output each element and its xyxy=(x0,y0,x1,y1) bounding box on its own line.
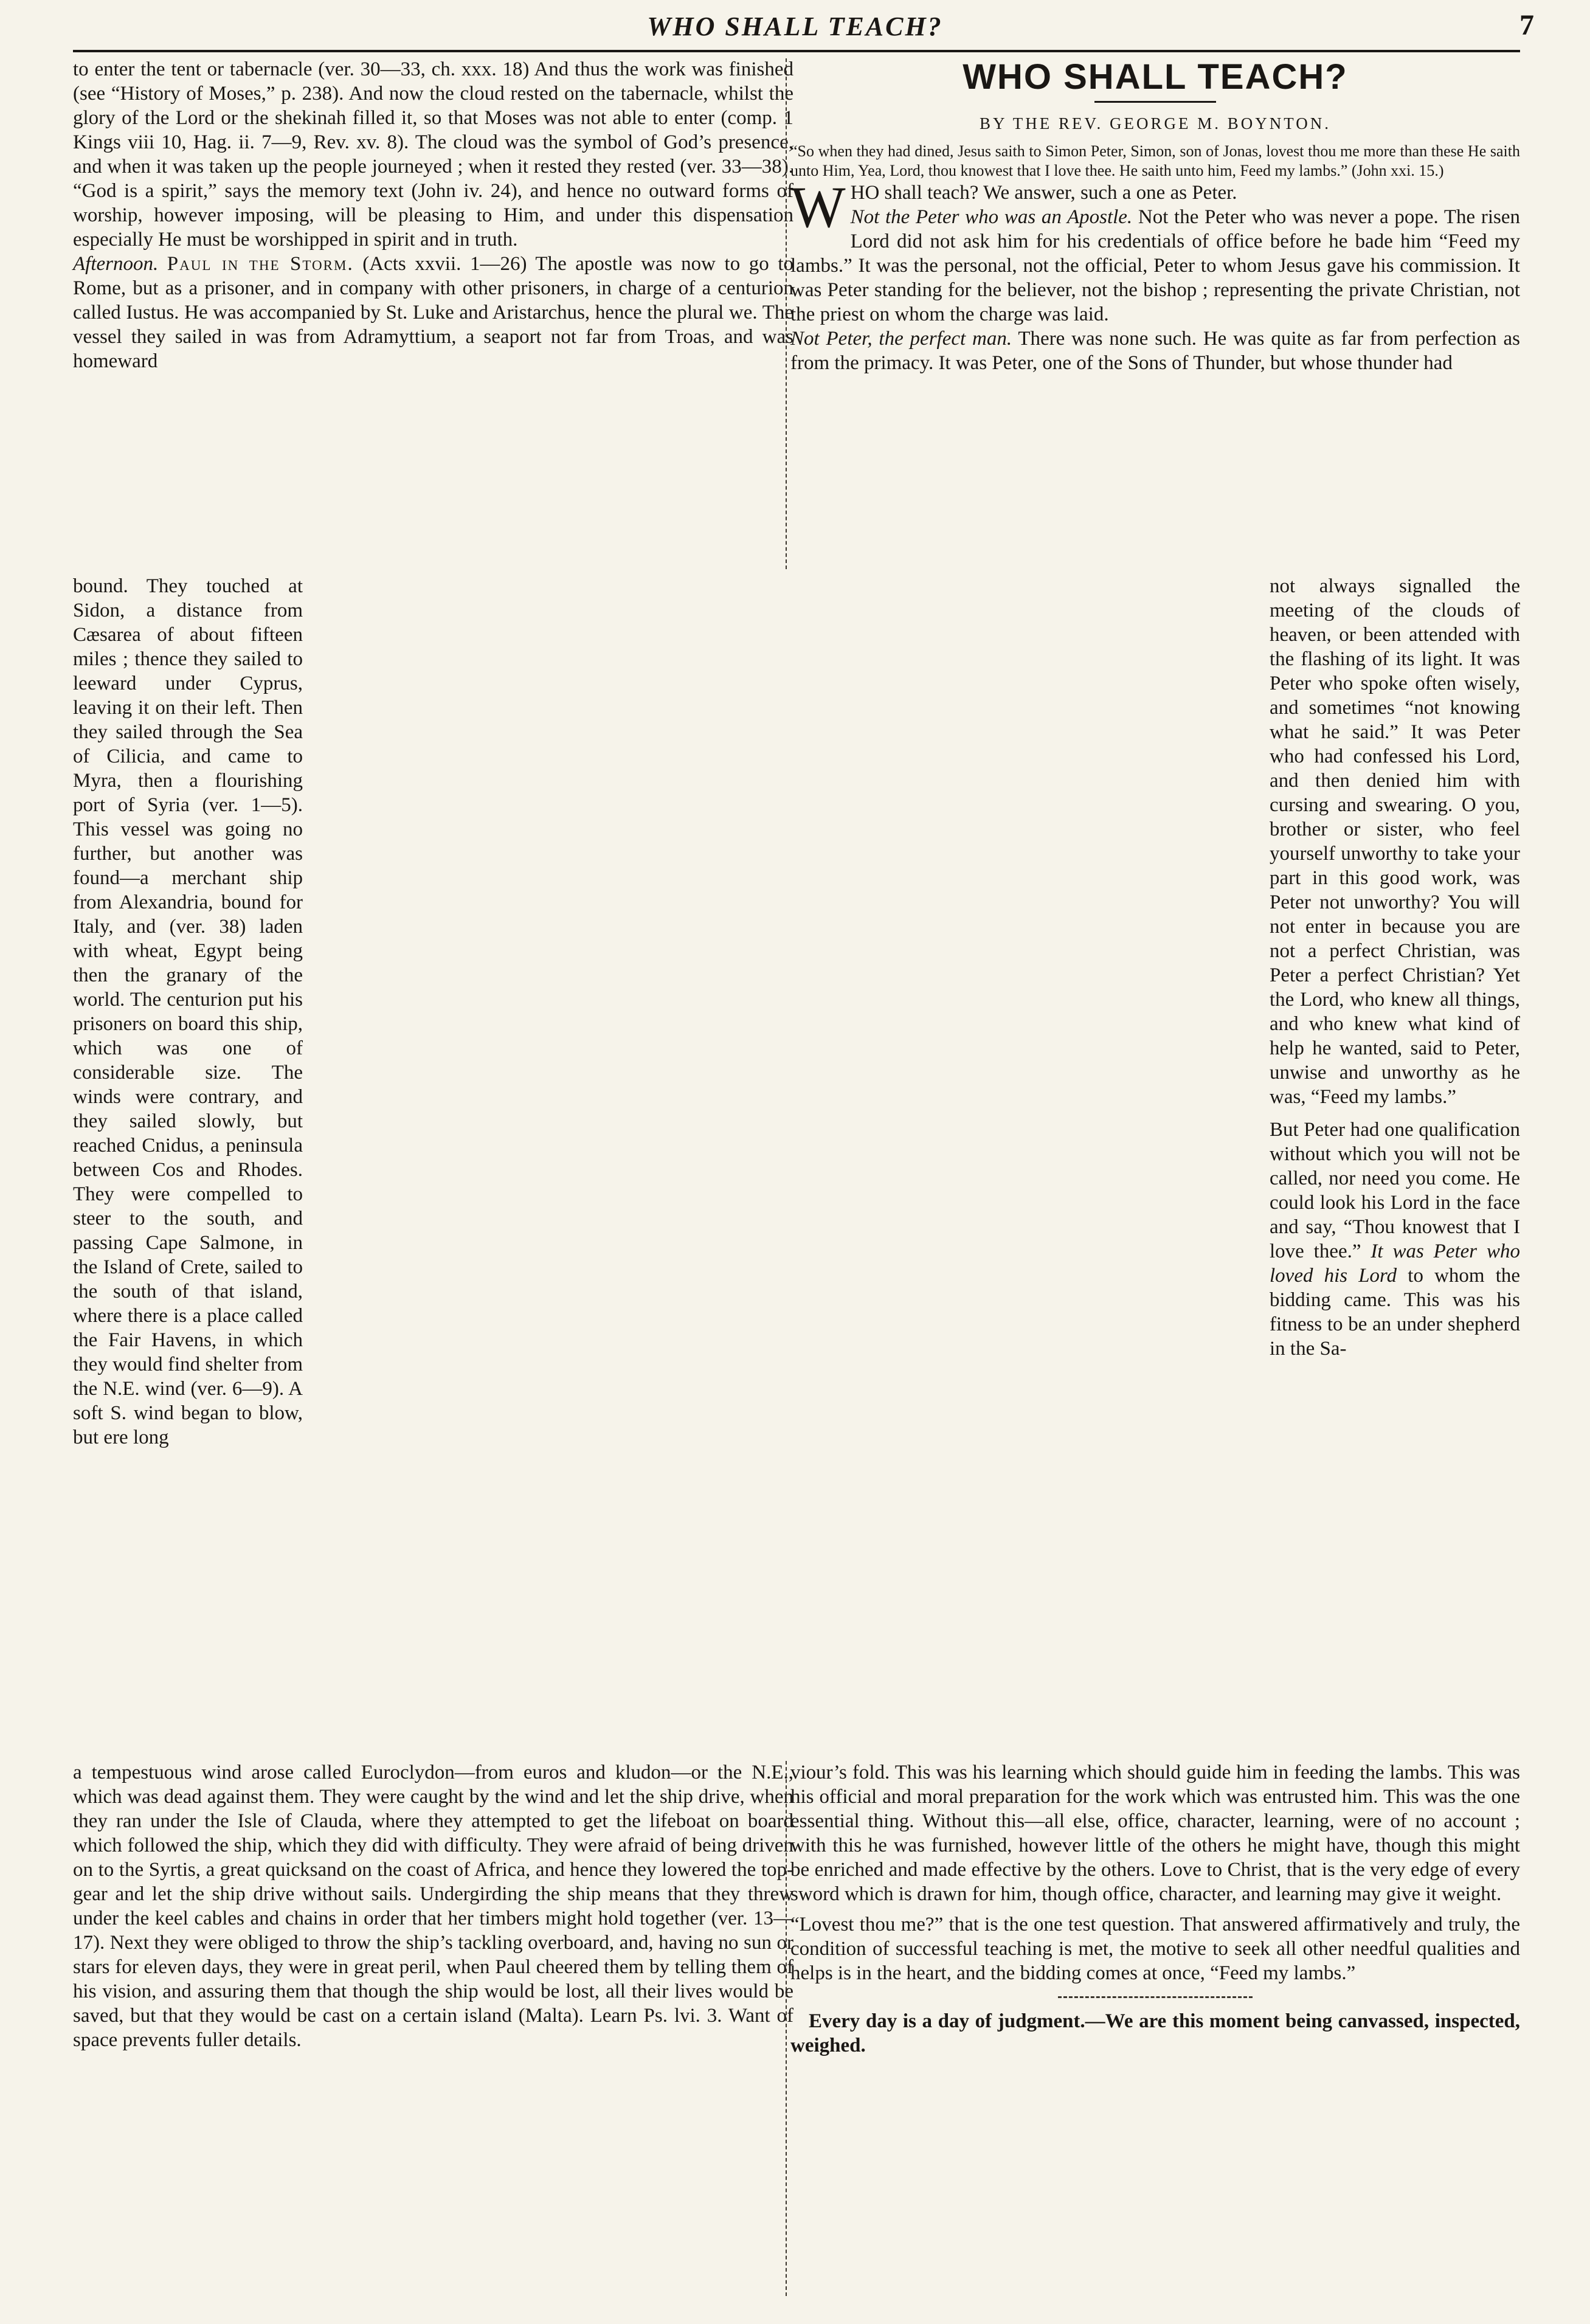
left-column-bottom xyxy=(73,1760,793,2052)
lesson-paragraph: to enter the tent or tabernacle (ver. 30—33, ch. xxx. 18) And thus the work was finished (see “History of Moses,” p. 238). And now the cloud rested on the tabernacle, whilst the glory of the Lord or the shekinah filled it, so that Moses was not able to enter (comp. 1 Kings viii 10, Hag. ii. 7—9, Rev. xv. 8). The cloud was the symbol of God’s presence, and when it was taken up the people journeyed ; when it rested they rested (ver. 33—38). “God is a spirit,” says the memory text (John iv. 24), and hence no outward forms of worship, however imposing, will be pleasing to Him, and under this dispensation especially He must be worshipped in spirit and in truth. xyxy=(73,58,793,251)
top-rule xyxy=(73,50,1520,52)
article-epigraph: “So when they had dined, Jesus saith to Simon Peter, Simon, son of Jonas, lovest thou me more than these He saith unto Him, Yea, Lord, thou knowest that I love thee. He saith unto him, Feed my lambs.” (John xxi. 15.) xyxy=(790,142,1520,179)
column-divider xyxy=(786,1761,787,2296)
article-opening xyxy=(790,175,1520,327)
voyage-text: bound. They touched at Sidon, a distance from Cæsarea of about fifteen miles ; thence they sailed to leeward under Cyprus, leaving it on their left. Then they sailed through the Sea of Cilicia, and came to Myra, then a flourishing port of Syria (ver. 1—5). This vessel was going no further, but another was found—a merchant ship from Alexandria, bound for Italy, and (ver. 38) laden with wheat, Egypt being then the granary of the world. The centurion put his prisoners on board this ship, which was one of considerable size. The winds were contrary, and they sailed slowly, but reached Cnidus, a peninsula between Cos and Rhodes. They were compelled to steer to the south, and passing Cape Salmone, in the Island of Crete, sailed to the south of that island, where there is a place called the Fair Havens, in which they would find shelter from the N.E. wind (ver. 6—9). A soft S. wind began to blow, but ere long xyxy=(73,575,303,1448)
afternoon-lesson xyxy=(73,252,793,373)
loved-heading: It was Peter who loved his Lord xyxy=(1270,1240,1521,1287)
not-perfect-text: There was none such. He was quite as far from perfection as from the primacy. It was Peter, one of the Sons of Thunder, but whose thunder had xyxy=(790,328,1520,374)
drop-cap: W xyxy=(790,175,846,240)
fitness-text: viour’s fold. This was his learning which should guide him in feeding the lambs. This was his official and moral preparation for the work which was entrusted him. This was the one essential thing. Without this—all else, office, character, learning, were of no account ; with this he was furnished, however little of the others he might have, though this might be enriched and made effective by the others. Love to Christ, that is the very edge of every sword which is drawn for him, though office, character, and learning may give it weight. xyxy=(790,1762,1520,1905)
left-column-top xyxy=(73,57,793,373)
article-byline: BY THE REV. GEORGE M. BOYNTON. xyxy=(979,114,1332,133)
page-number: 7 xyxy=(1519,9,1534,41)
not-perfect-heading: Not Peter, the perfect man. xyxy=(790,328,1012,350)
not-perfect-paragraph xyxy=(790,327,1520,375)
opening-text: HO shall teach? We answer, such a one as Peter. xyxy=(850,182,1237,204)
not-apostle-text: Not the Peter who was never a pope. The risen Lord did not ask him for his credentials of office before he bade him “Feed my lambs.” It was the personal, not the official, Peter to whom Jesus gave his commission. It was Peter standing for the believer, not the bishop ; representing the private Christian, not the priest on whom the charge was laid. xyxy=(790,206,1520,325)
afternoon-label: Afternoon. xyxy=(73,253,159,275)
qualification-paragraph xyxy=(1270,1118,1520,1361)
column-divider xyxy=(786,58,787,569)
running-title: WHO SHALL TEACH? xyxy=(647,12,943,41)
article-column-top xyxy=(790,57,1520,375)
article-column-bottom xyxy=(790,1760,1520,2058)
afternoon-reference: (Acts xxvii. 1—26) xyxy=(362,253,527,275)
section-rule xyxy=(1058,1996,1253,1998)
loved-text: to whom the bidding came. This was his fitness to be an under shepherd in the Sa- xyxy=(1270,1265,1521,1360)
not-apostle-heading: Not the Peter who was an Apostle. xyxy=(850,206,1133,228)
afternoon-text: The apostle was now to go to Rome, but as a prisoner, and in company with other prisoners, in charge of a centurion called Iustus. He was accompanied by St. Luke and Aristarchus, hence the plural we. The vessel they sailed in was from Adramyttium, a seaport not far from Troas, and was homeward xyxy=(73,253,794,372)
closing-text: Every day is a day of judgment.—We are this moment being canvassed, inspected, weighed. xyxy=(790,2010,1520,2056)
storm-text: a tempestuous wind arose called Euroclydon—from euros and kludon—or the N.E., which was dead against them. They were caught by the wind and let the ship drive, when they ran under the Isle of Clauda, where they attempted to get the lifeboat on board which followed the ship, which they did with difficulty. They were afraid of being driven on to the Syrtis, a great quicksand on the coast of Africa, and hence they lowered the top-gear and let the ship drive without sails. Undergirding the ship means that they threw under the keel cables and chains in order that her timbers might hold together (ver. 13—17). Next they were obliged to throw the ship’s tackling overboard, and, having no sun or stars for eleven days, they were in great peril, when Paul cheered them by telling them of his vision, and assuring them that though the ship would be lost, all their lives would be saved, but that they would be cast on a certain island (Malta). Learn Ps. lvi. 3. Want of space prevents fuller details. xyxy=(73,1762,793,2051)
lovest-text: “Lovest thou me?” that is the one test question. That answered affirmatively and truly, the condition of successful teaching is met, the motive to seek all other needful qualities and helps is in the heart, and the bidding comes at once, “Feed my lambs.” xyxy=(790,1914,1520,1984)
qualification-text: But Peter had one qualification without which you will not be called, nor need you come. He could look his Lord in the face and say, “Thou knowest that I love thee.” xyxy=(1270,1119,1520,1262)
left-column-narrow xyxy=(73,574,303,1450)
afternoon-heading: Paul in the Storm. xyxy=(167,253,354,275)
title-rule xyxy=(1094,101,1216,103)
article-column-narrow xyxy=(1270,574,1520,1361)
article-title: WHO SHALL TEACH? xyxy=(963,57,1348,97)
peter-unworthy-text: not always signalled the meeting of the clouds of heaven, or been attended with the flashing of its light. It was Peter who spoke often wisely, and sometimes “not knowing what he said.” It was Peter who had confessed his Lord, and then denied him with cursing and swearing. O you, brother or sister, who feel yourself unworthy to take your part in this good work, was Peter not unworthy? You will not enter in because you are not a perfect Christian, was Peter a perfect Christian? Yet the Lord, who knew all things, and who knew what kind of help he wanted, said to Peter, unwise and unworthy as he was, “Feed my lambs.” xyxy=(1270,575,1520,1108)
